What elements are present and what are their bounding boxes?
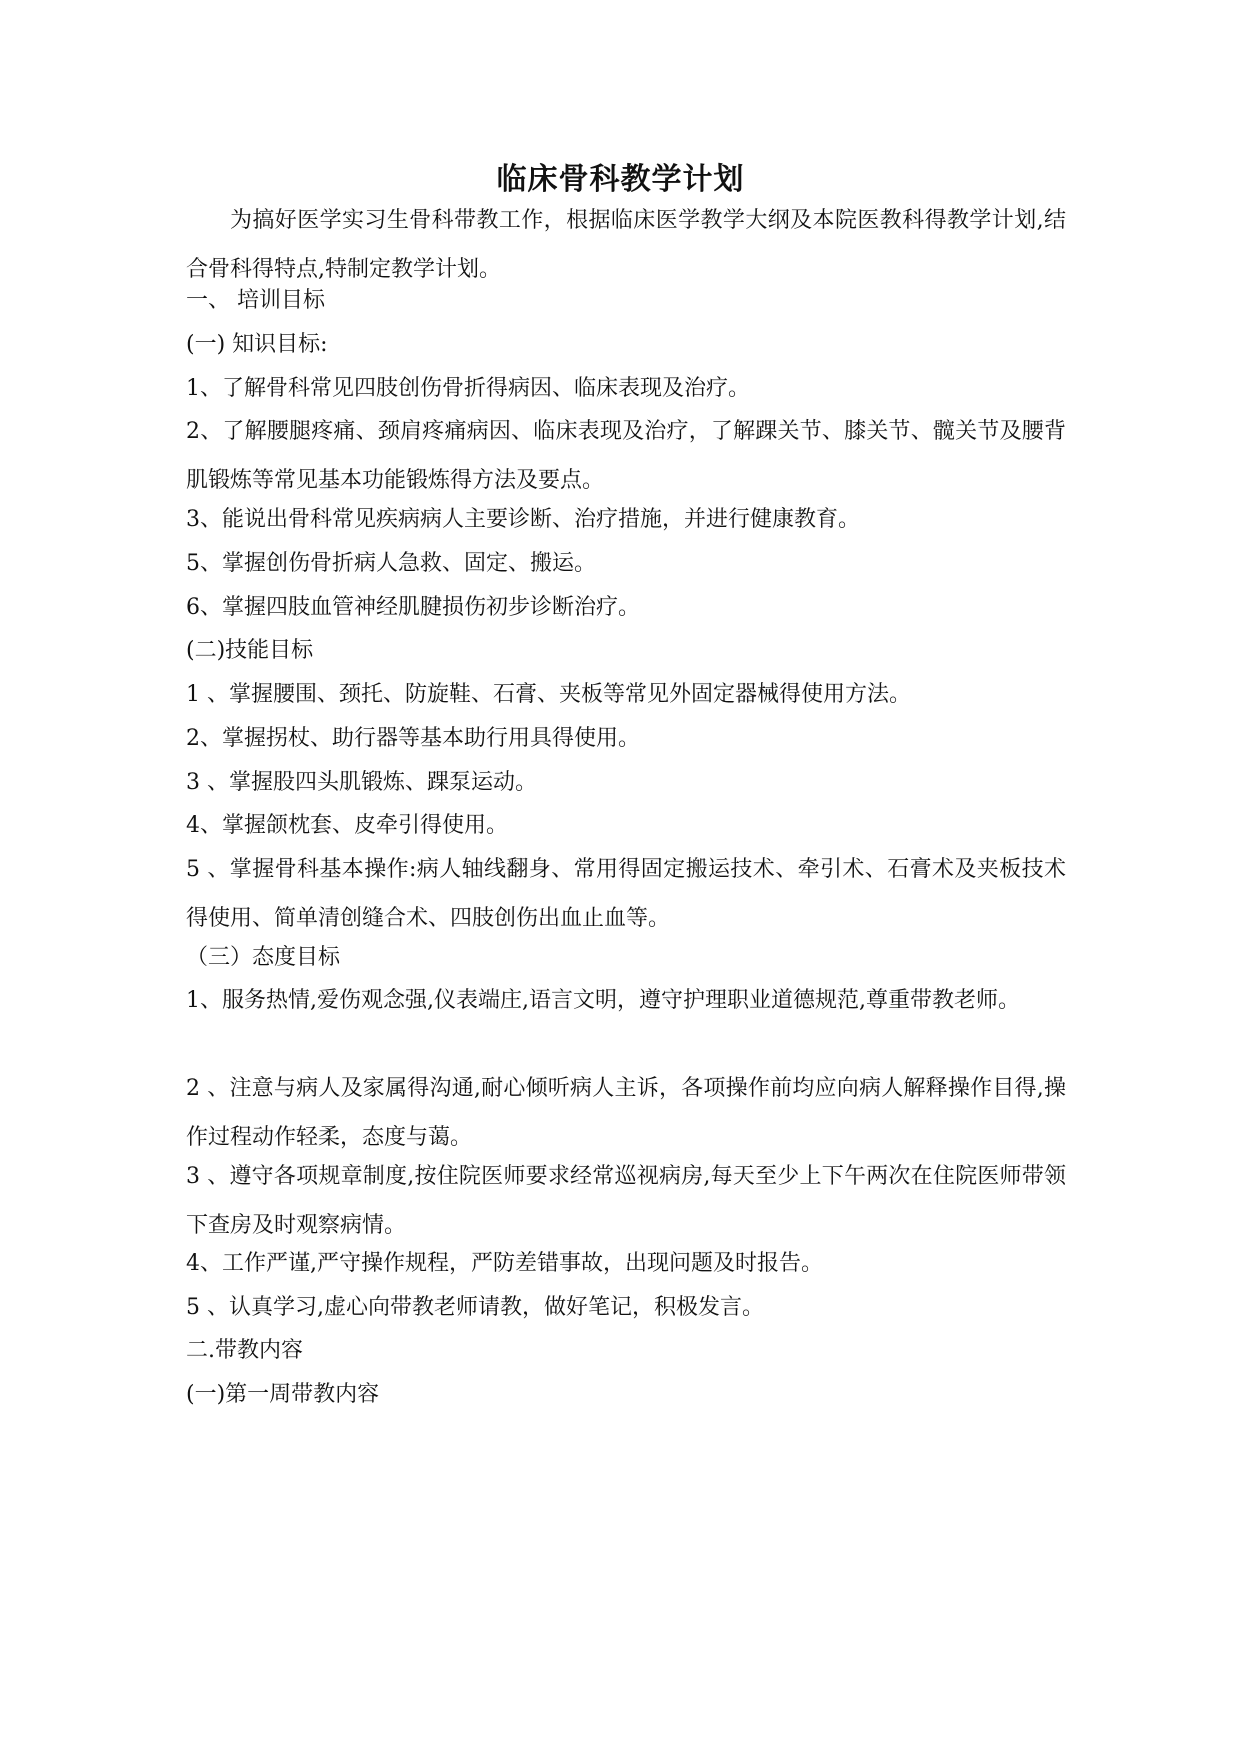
subheading-week-one-content: (一)第一周带教内容	[186, 1382, 380, 1407]
knowledge-item-2: 2、了解腰腿疼痛、颈肩疼痛病因、临床表现及治疗，了解踝关节、膝关节、髋关节及腰背肌锻炼等常见基本功能锻炼得方法及要点。	[186, 419, 1066, 493]
attitude-item-4: 4、工作严谨,严守操作规程，严防差错事故，出现问题及时报告。	[186, 1251, 823, 1276]
skill-item-3: 3 、掌握股四头肌锻炼、踝泵运动。	[186, 770, 537, 795]
knowledge-item-3: 3、能说出骨科常见疾病病人主要诊断、治疗措施，并进行健康教育。	[186, 507, 860, 532]
skill-item-2: 2、掌握拐杖、助行器等基本助行用具得使用。	[186, 726, 640, 751]
document-title: 临床骨科教学计划	[496, 162, 745, 197]
subheading-knowledge-goals: (一) 知识目标:	[186, 332, 328, 357]
knowledge-item-5: 5、掌握创伤骨折病人急救、固定、搬运。	[186, 551, 596, 576]
subheading-attitude-goals: （三）态度目标	[186, 945, 341, 970]
subheading-skill-goals: (二)技能目标	[186, 638, 314, 663]
knowledge-item-6: 6、掌握四肢血管神经肌腱损伤初步诊断治疗。	[186, 595, 640, 620]
section-heading-teaching-content: 二.带教内容	[186, 1338, 303, 1363]
attitude-item-3: 3 、遵守各项规章制度,按住院医师要求经常巡视病房,每天至少上下午两次在住院医师带领下查房及时观察病情。	[186, 1164, 1066, 1238]
attitude-item-2: 2 、注意与病人及家属得沟通,耐心倾听病人主诉，各项操作前均应向病人解释操作目得,操作过程动作轻柔，态度与蔼。	[186, 1076, 1066, 1150]
skill-item-4: 4、掌握颌枕套、皮牵引得使用。	[186, 813, 508, 838]
attitude-item-1: 1、服务热情,爱伤观念强,仪表端庄,语言文明，遵守护理职业道德规范,尊重带教老师。	[186, 988, 1020, 1013]
skill-item-1: 1 、掌握腰围、颈托、防旋鞋、石膏、夹板等常见外固定器械得使用方法。	[186, 682, 911, 707]
attitude-item-5: 5 、认真学习,虚心向带教老师请教，做好笔记，积极发言。	[186, 1295, 764, 1320]
knowledge-item-1: 1、了解骨科常见四肢创伤骨折得病因、临床表现及治疗。	[186, 376, 750, 401]
intro-paragraph: 为搞好医学实习生骨科带教工作，根据临床医学教学大纲及本院医教科得教学计划,结合骨科得特点,特制定教学计划。	[186, 208, 1066, 282]
section-heading-training-goals: 一、 培训目标	[186, 288, 325, 313]
skill-item-5: 5 、掌握骨科基本操作:病人轴线翻身、常用得固定搬运技术、牵引术、石膏术及夹板技术得使用、简单清创缝合术、四肢创伤出血止血等。	[186, 857, 1066, 931]
